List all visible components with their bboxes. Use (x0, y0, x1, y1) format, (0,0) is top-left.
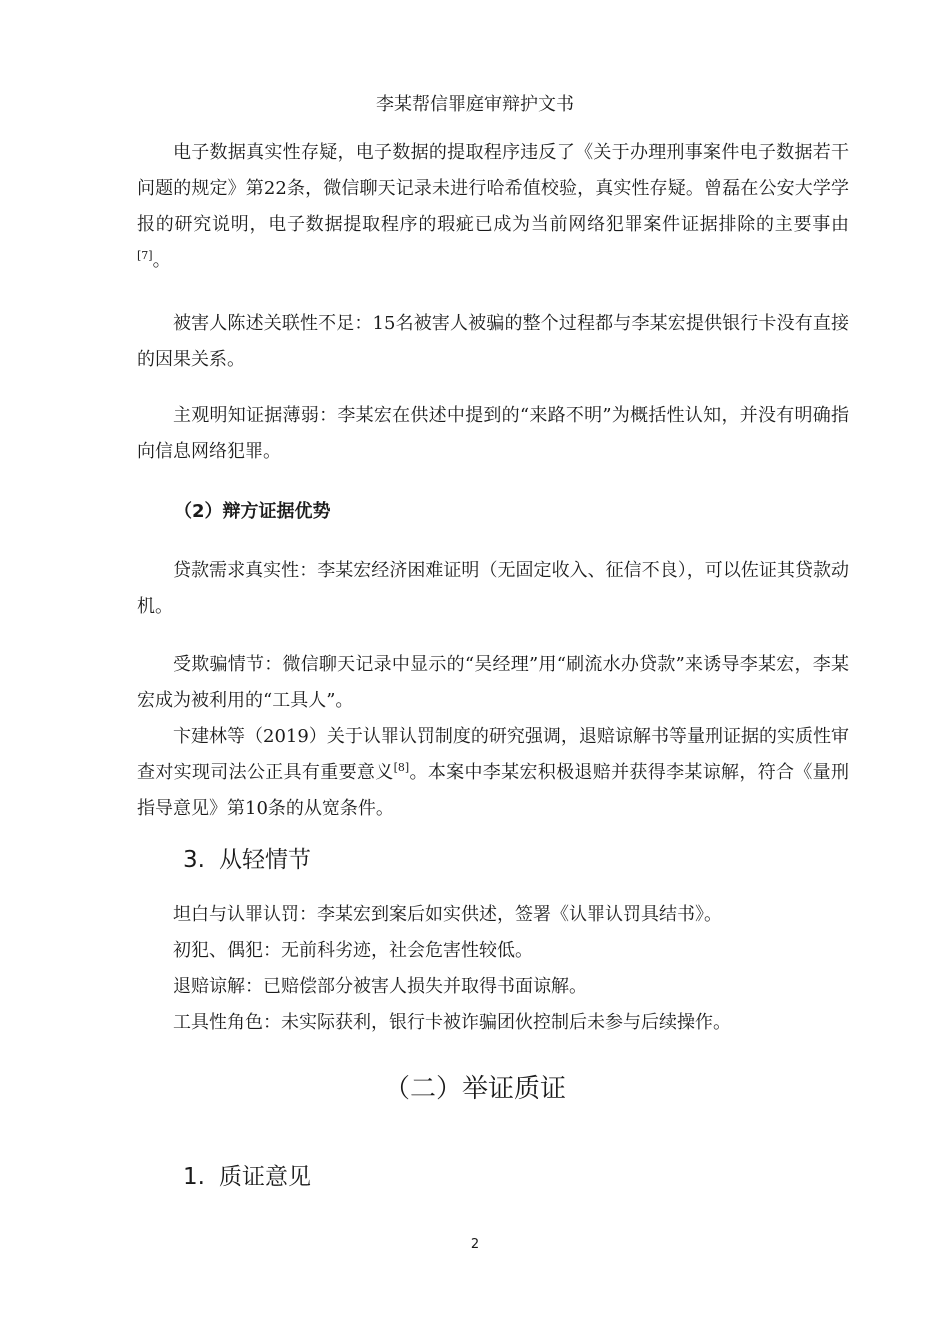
section-heading-evidence: （二）举证质证 (383, 1074, 566, 1104)
page-number: 2 (470, 1237, 480, 1252)
subheading-defense-advantage: （2）辩方证据优势 (174, 501, 331, 522)
paragraph-tail: 。 (152, 250, 171, 271)
paragraph-victim-statement: 被害人陈述关联性不足：15名被害人被骗的整个过程都与李某宏提供银行卡没有直接的因果关系。 (137, 313, 849, 370)
list-item-first-offense: 初犯、偶犯：无前科劣迹，社会危害性较低。 (173, 940, 533, 961)
citation-ref: [7] (137, 249, 153, 262)
section-heading-cross-exam (183, 1162, 311, 1192)
section-title: 质证意见 (218, 1164, 311, 1190)
section-number: 1. (183, 1164, 205, 1190)
paragraph-tail: 。本案中李某宏积极退赔并获得李某谅解，符合《量刑指导意见》第10条的从宽条件。 (137, 762, 850, 819)
paragraph-subjective-knowledge: 主观明知证据薄弱：李某宏在供述中提到的“来路不明”为概括性认知，并没有明确指向信息网络犯罪。 (137, 405, 849, 462)
list-item-confession: 坦白与认罪认罚：李某宏到案后如实供述，签署《认罪认罚具结书》。 (173, 904, 722, 925)
paragraph-loan-demand: 贷款需求真实性：李某宏经济困难证明（无固定收入、征信不良），可以佐证其贷款动机。 (137, 560, 849, 617)
section-number: 3. (183, 847, 205, 873)
document-header-title: 李某帮信罪庭审辩护文书 (376, 94, 574, 115)
list-item-tool-role: 工具性角色：未实际获利，银行卡被诈骗团伙控制后未参与后续操作。 (173, 1012, 731, 1033)
paragraph-electronic-data (137, 135, 849, 279)
paragraph-text: 卞建林等（2019）关于认罪认罚制度的研究强调，退赔谅解书等量刑证据的实质性审查对实现司法公正具有重要意义 (137, 726, 849, 783)
section-title: 从轻情节 (218, 847, 311, 873)
section-heading-mitigating (183, 845, 311, 875)
list-item-compensation: 退赔谅解：已赔偿部分被害人损失并取得书面谅解。 (173, 976, 587, 997)
paragraph-research-citation (137, 719, 849, 827)
paragraph-deception: 受欺骗情节：微信聊天记录中显示的“吴经理”用“刷流水办贷款”来诱导李某宏，李某宏成为被利用的“工具人”。 (137, 654, 849, 711)
citation-ref: [8] (393, 761, 410, 774)
paragraph-text: 电子数据真实性存疑，电子数据的提取程序违反了《关于办理刑事案件电子数据若干问题的规定》第22条，微信聊天记录未进行哈希值校验，真实性存疑。曾磊在公安大学学报的研究说明，电子数据提取程序的瑕疵已成为当前网络犯罪案件证据排除的主要事由 (137, 142, 849, 235)
